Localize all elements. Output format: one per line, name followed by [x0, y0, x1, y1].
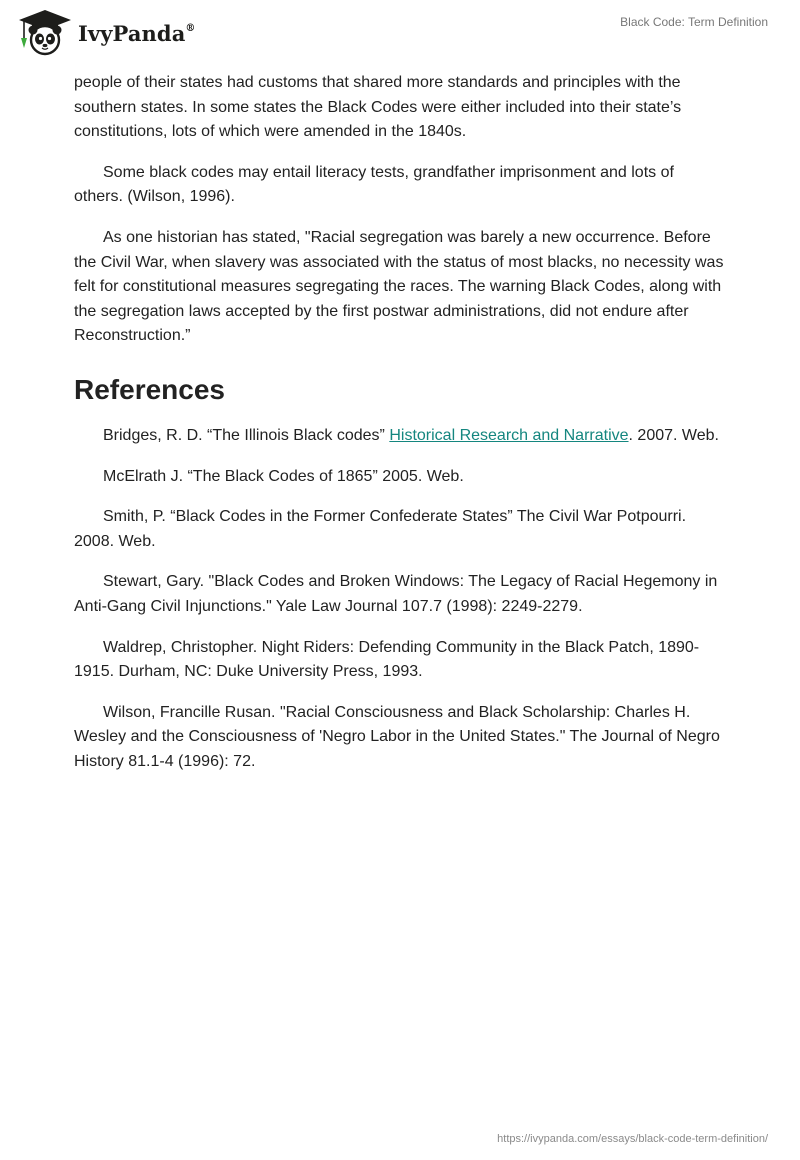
ivypanda-logo[interactable] [16, 8, 196, 56]
body-paragraph: As one historian has stated, "Racial segregation was barely a new occurrence. Before the Civil War, when slavery was associated with the status of most blacks, no necessity was felt for constitutional measures segregating the races. The warning Black Codes, along with the segregation laws accepted by the first postwar administrations, did not endure after Reconstruction.” [74, 228, 724, 345]
reference-item: Wilson, Francille Rusan. "Racial Consciousness and Black Scholarship: Charles H. Wesley and the Consciousness of 'Negro Labor in the United States." The Journal of Negro History 81.1-4 (1996): 72. [74, 703, 720, 770]
essay-content [74, 71, 726, 790]
reference-item: Stewart, Gary. "Black Codes and Broken Windows: The Legacy of Racial Hegemony in Anti-Gang Civil Injunctions." Yale Law Journal 107.7 (1998): 2249-2279. [74, 573, 718, 615]
document-title: Black Code: Term Definition [620, 15, 768, 29]
panda-graduate-icon [16, 8, 74, 56]
body-paragraph: Some black codes may entail literacy tests, grandfather imprisonment and lots of others. (Wilson, 1996). [74, 163, 674, 206]
references-heading: References [74, 373, 225, 405]
reference-item-bridges: Bridges, R. D. “The Illinois Black codes” Historical Research and Narrative. 2007. Web. [103, 426, 719, 444]
reference-item: Waldrep, Christopher. Night Riders: Defending Community in the Black Patch, 1890-1915. Durham, NC: Duke University Press, 1993. [74, 638, 700, 681]
page-header [0, 0, 800, 64]
page-url: https://ivypanda.com/essays/black-code-term-definition/ [497, 1133, 768, 1145]
logo-wordmark: IvyPanda® [78, 20, 196, 46]
body-paragraph-continued: people of their states had customs that shared more standards and principles with the southern states. In some states the Black Codes were either included into their state’s constitutions, lots of which were amended in the 1840s. [74, 74, 682, 141]
reference-item: Smith, P. “Black Codes in the Former Confederate States” The Civil War Potpourri. 2008. Web. [74, 508, 687, 550]
historical-research-link[interactable]: Historical Research and Narrative [389, 426, 629, 444]
reference-item: McElrath J. “The Black Codes of 1865” 2005. Web. [103, 467, 464, 485]
